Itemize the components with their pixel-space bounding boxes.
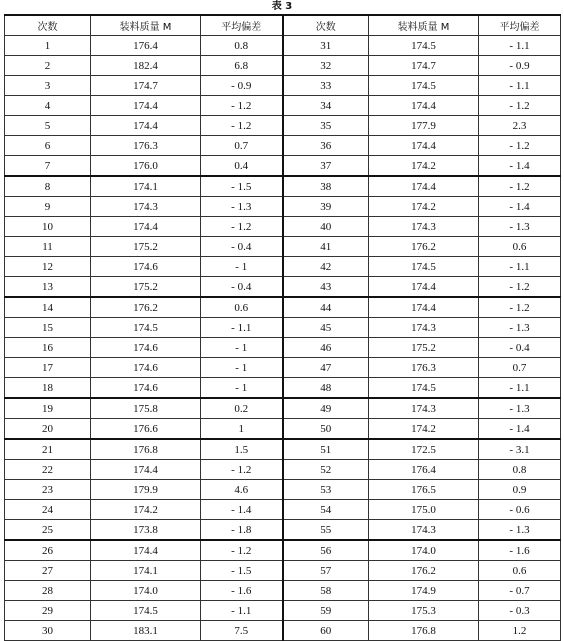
cell-index-right: 33 [283,76,369,96]
cell-index-right: 34 [283,96,369,116]
cell-deviation-left: - 1.1 [201,318,283,338]
cell-mass-right: 174.3 [369,520,479,541]
cell-deviation-right: 0.6 [479,237,561,257]
cell-deviation-right: - 1.3 [479,318,561,338]
cell-mass-right: 174.3 [369,398,479,419]
cell-index-right: 46 [283,338,369,358]
cell-mass-left: 175.2 [91,277,201,298]
cell-index-left: 30 [5,621,91,641]
cell-mass-right: 174.4 [369,277,479,298]
cell-deviation-left: 0.4 [201,156,283,177]
cell-mass-right: 174.2 [369,419,479,440]
cell-index-right: 49 [283,398,369,419]
cell-deviation-left: - 1.8 [201,520,283,541]
cell-index-left: 6 [5,136,91,156]
cell-index-left: 18 [5,378,91,399]
cell-deviation-left: - 1 [201,257,283,277]
cell-mass-right: 176.5 [369,480,479,500]
table-row [5,540,561,561]
cell-mass-left: 183.1 [91,621,201,641]
cell-deviation-left: - 1.6 [201,581,283,601]
cell-index-right: 57 [283,561,369,581]
table-row [5,419,561,440]
cell-index-right: 56 [283,540,369,561]
cell-mass-right: 175.0 [369,500,479,520]
cell-mass-left: 174.7 [91,76,201,96]
table-row [5,398,561,419]
cell-index-right: 53 [283,480,369,500]
cell-index-left: 22 [5,460,91,480]
table-row [5,358,561,378]
cell-deviation-right: - 1.3 [479,217,561,237]
cell-index-right: 43 [283,277,369,298]
cell-mass-right: 176.2 [369,561,479,581]
cell-deviation-right: - 3.1 [479,439,561,460]
cell-mass-left: 176.0 [91,156,201,177]
cell-deviation-right: - 0.6 [479,500,561,520]
cell-deviation-right: - 1.2 [479,136,561,156]
cell-mass-left: 174.5 [91,318,201,338]
table-body [5,36,561,641]
table-row [5,237,561,257]
cell-mass-right: 174.3 [369,318,479,338]
table-row [5,460,561,480]
cell-mass-right: 176.3 [369,358,479,378]
cell-deviation-left: 0.7 [201,136,283,156]
cell-mass-left: 174.1 [91,176,201,197]
cell-index-left: 23 [5,480,91,500]
cell-index-left: 5 [5,116,91,136]
table-row [5,257,561,277]
cell-mass-right: 174.2 [369,156,479,177]
cell-deviation-left: - 1.5 [201,176,283,197]
cell-deviation-right: - 1.4 [479,156,561,177]
cell-index-right: 45 [283,318,369,338]
cell-index-left: 27 [5,561,91,581]
table-row [5,338,561,358]
cell-index-right: 36 [283,136,369,156]
cell-index-right: 47 [283,358,369,378]
cell-deviation-right: - 1.2 [479,96,561,116]
table-caption: 表 3 [271,1,293,12]
cell-mass-right: 174.2 [369,197,479,217]
cell-deviation-right: - 0.4 [479,338,561,358]
cell-mass-right: 172.5 [369,439,479,460]
cell-mass-left: 174.6 [91,358,201,378]
header-mass-left: 装料质量 M [91,15,201,36]
cell-mass-left: 174.4 [91,460,201,480]
cell-mass-right: 174.5 [369,378,479,399]
header-index-left: 次数 [5,15,91,36]
cell-index-right: 35 [283,116,369,136]
cell-index-right: 38 [283,176,369,197]
cell-deviation-left: - 1.4 [201,500,283,520]
table-row [5,217,561,237]
cell-index-right: 42 [283,257,369,277]
cell-mass-left: 176.3 [91,136,201,156]
cell-deviation-right: 0.6 [479,561,561,581]
header-deviation-left: 平均偏差 [201,15,283,36]
table-row [5,277,561,298]
cell-deviation-left: 4.6 [201,480,283,500]
cell-deviation-right: - 1.4 [479,419,561,440]
cell-index-left: 26 [5,540,91,561]
cell-index-right: 48 [283,378,369,399]
cell-deviation-right: - 1.1 [479,76,561,96]
cell-deviation-left: - 1.3 [201,197,283,217]
cell-index-right: 40 [283,217,369,237]
header-mass-right: 装料质量 M [369,15,479,36]
cell-deviation-right: - 1.2 [479,277,561,298]
table-row [5,561,561,581]
cell-deviation-left: - 0.4 [201,237,283,257]
cell-mass-right: 174.4 [369,297,479,318]
cell-mass-left: 174.6 [91,378,201,399]
cell-deviation-right: - 1.1 [479,36,561,56]
cell-deviation-right: - 1.3 [479,520,561,541]
cell-mass-left: 174.5 [91,601,201,621]
header-index-right: 次数 [283,15,369,36]
cell-index-left: 28 [5,581,91,601]
table-row [5,56,561,76]
table-row [5,156,561,177]
cell-deviation-left: - 1 [201,338,283,358]
cell-mass-left: 176.6 [91,419,201,440]
cell-mass-left: 174.4 [91,217,201,237]
cell-mass-left: 174.4 [91,540,201,561]
table-row [5,439,561,460]
cell-index-left: 24 [5,500,91,520]
table-row [5,520,561,541]
cell-deviation-left: - 1.2 [201,96,283,116]
table-row [5,581,561,601]
cell-index-right: 44 [283,297,369,318]
cell-mass-left: 179.9 [91,480,201,500]
cell-mass-left: 174.6 [91,257,201,277]
cell-index-left: 21 [5,439,91,460]
table-row [5,601,561,621]
cell-deviation-right: 0.7 [479,358,561,378]
cell-index-left: 4 [5,96,91,116]
cell-mass-left: 176.4 [91,36,201,56]
cell-index-left: 13 [5,277,91,298]
cell-mass-right: 175.2 [369,338,479,358]
cell-mass-right: 176.2 [369,237,479,257]
cell-mass-left: 174.0 [91,581,201,601]
cell-mass-right: 174.5 [369,257,479,277]
table-row [5,480,561,500]
table-row [5,176,561,197]
cell-index-left: 1 [5,36,91,56]
cell-mass-right: 174.7 [369,56,479,76]
cell-mass-right: 174.4 [369,176,479,197]
cell-deviation-left: 0.8 [201,36,283,56]
table-row [5,36,561,56]
cell-deviation-left: - 1.2 [201,540,283,561]
cell-index-left: 15 [5,318,91,338]
cell-index-right: 32 [283,56,369,76]
cell-index-right: 39 [283,197,369,217]
cell-mass-right: 174.3 [369,217,479,237]
table-row [5,197,561,217]
table-row [5,297,561,318]
cell-index-right: 52 [283,460,369,480]
cell-deviation-left: - 0.9 [201,76,283,96]
cell-mass-left: 182.4 [91,56,201,76]
cell-mass-left: 174.2 [91,500,201,520]
cell-deviation-right: - 1.1 [479,378,561,399]
cell-deviation-right: 2.3 [479,116,561,136]
cell-index-left: 29 [5,601,91,621]
cell-deviation-left: - 0.4 [201,277,283,298]
cell-mass-right: 174.5 [369,76,479,96]
cell-deviation-right: 0.9 [479,480,561,500]
cell-index-left: 2 [5,56,91,76]
cell-index-left: 25 [5,520,91,541]
cell-deviation-right: - 1.2 [479,297,561,318]
cell-index-left: 10 [5,217,91,237]
cell-index-right: 31 [283,36,369,56]
cell-mass-left: 176.2 [91,297,201,318]
cell-mass-right: 177.9 [369,116,479,136]
table-row [5,500,561,520]
measurement-table [4,14,561,641]
cell-mass-right: 174.4 [369,136,479,156]
cell-index-left: 17 [5,358,91,378]
cell-index-left: 19 [5,398,91,419]
table-row [5,116,561,136]
cell-deviation-left: - 1.2 [201,460,283,480]
cell-index-right: 41 [283,237,369,257]
cell-deviation-left: 6.8 [201,56,283,76]
cell-deviation-right: - 1.4 [479,197,561,217]
cell-deviation-right: - 0.9 [479,56,561,76]
cell-mass-left: 174.6 [91,338,201,358]
cell-index-left: 20 [5,419,91,440]
cell-deviation-left: - 1 [201,358,283,378]
cell-deviation-left: - 1.2 [201,116,283,136]
cell-mass-left: 174.1 [91,561,201,581]
cell-deviation-left: 1 [201,419,283,440]
cell-deviation-left: 0.6 [201,297,283,318]
cell-deviation-left: - 1.5 [201,561,283,581]
cell-deviation-left: - 1.2 [201,217,283,237]
cell-index-left: 16 [5,338,91,358]
cell-mass-left: 173.8 [91,520,201,541]
cell-deviation-right: - 0.3 [479,601,561,621]
table-row [5,621,561,641]
table-row [5,318,561,338]
cell-mass-right: 176.4 [369,460,479,480]
cell-index-right: 51 [283,439,369,460]
cell-deviation-left: 0.2 [201,398,283,419]
cell-index-left: 14 [5,297,91,318]
cell-deviation-right: - 1.1 [479,257,561,277]
cell-mass-right: 174.9 [369,581,479,601]
cell-deviation-right: 1.2 [479,621,561,641]
table-row [5,136,561,156]
cell-index-left: 3 [5,76,91,96]
table-row [5,96,561,116]
cell-index-right: 50 [283,419,369,440]
cell-index-right: 37 [283,156,369,177]
cell-mass-right: 176.8 [369,621,479,641]
cell-index-left: 9 [5,197,91,217]
cell-mass-left: 174.3 [91,197,201,217]
table-row [5,76,561,96]
cell-deviation-left: 1.5 [201,439,283,460]
cell-mass-right: 174.4 [369,96,479,116]
header-deviation-right: 平均偏差 [479,15,561,36]
cell-index-right: 60 [283,621,369,641]
cell-index-left: 11 [5,237,91,257]
cell-index-right: 54 [283,500,369,520]
cell-index-right: 58 [283,581,369,601]
cell-deviation-right: - 1.3 [479,398,561,419]
cell-deviation-left: - 1 [201,378,283,399]
cell-mass-right: 174.5 [369,36,479,56]
cell-mass-left: 176.8 [91,439,201,460]
table-header-row [5,15,561,36]
cell-deviation-right: - 0.7 [479,581,561,601]
cell-mass-right: 175.3 [369,601,479,621]
cell-index-right: 55 [283,520,369,541]
cell-deviation-left: - 1.1 [201,601,283,621]
cell-index-right: 59 [283,601,369,621]
cell-mass-left: 175.2 [91,237,201,257]
cell-deviation-left: 7.5 [201,621,283,641]
cell-mass-left: 175.8 [91,398,201,419]
table-row [5,378,561,399]
cell-deviation-right: - 1.2 [479,176,561,197]
cell-mass-left: 174.4 [91,116,201,136]
cell-mass-right: 174.0 [369,540,479,561]
cell-deviation-right: 0.8 [479,460,561,480]
cell-index-left: 7 [5,156,91,177]
cell-index-left: 12 [5,257,91,277]
cell-index-left: 8 [5,176,91,197]
cell-deviation-right: - 1.6 [479,540,561,561]
cell-mass-left: 174.4 [91,96,201,116]
